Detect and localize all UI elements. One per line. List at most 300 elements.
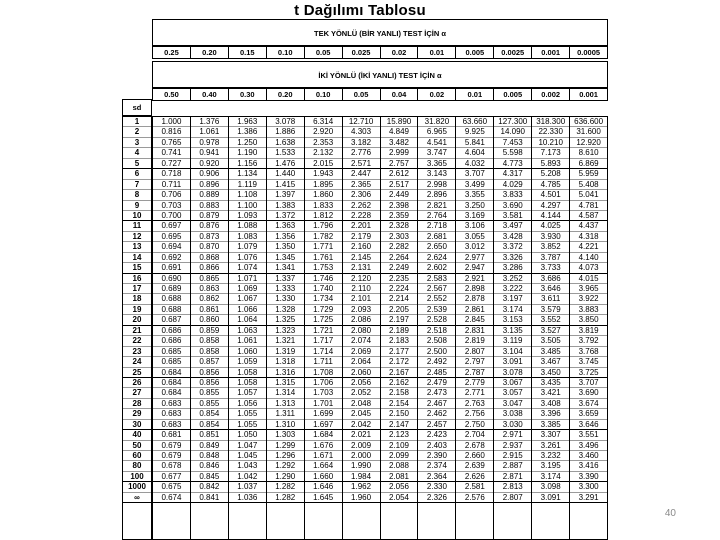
value-column bbox=[418, 117, 456, 539]
table-cell: 1.074 bbox=[229, 263, 266, 273]
table-cell: 1.708 bbox=[305, 368, 342, 378]
table-cell: 0.861 bbox=[191, 305, 228, 315]
table-cell: 3.505 bbox=[532, 336, 569, 346]
table-cell: 1.699 bbox=[305, 409, 342, 419]
sd-cell: 9 bbox=[123, 201, 151, 211]
table-cell: 0.841 bbox=[191, 493, 228, 503]
table-cell: 1.345 bbox=[267, 253, 304, 263]
table-cell: 2.132 bbox=[305, 148, 342, 158]
table-cell: 2.056 bbox=[381, 482, 418, 492]
table-cell: 0.765 bbox=[153, 138, 190, 148]
table-cell: 1.771 bbox=[305, 242, 342, 252]
two-tailed-alpha: 0.04 bbox=[381, 89, 419, 100]
table-cell: 1.055 bbox=[229, 409, 266, 419]
table-cell: 2.189 bbox=[381, 326, 418, 336]
table-cell: 1.990 bbox=[343, 461, 380, 471]
table-cell: 1.088 bbox=[229, 221, 266, 231]
table-cell: 1.063 bbox=[229, 326, 266, 336]
table-cell: 5.598 bbox=[494, 148, 531, 158]
table-cell: 3.057 bbox=[494, 388, 531, 398]
table-cell: 3.038 bbox=[494, 409, 531, 419]
table-cell: 6.314 bbox=[305, 117, 342, 127]
table-cell: 1.313 bbox=[267, 399, 304, 409]
table-cell: 4.073 bbox=[570, 263, 607, 273]
table-cell: 1.299 bbox=[267, 441, 304, 451]
two-tailed-alpha: 0.02 bbox=[418, 89, 456, 100]
table-cell: 1.638 bbox=[267, 138, 304, 148]
table-cell: 3.646 bbox=[532, 284, 569, 294]
table-cell: 1.714 bbox=[305, 347, 342, 357]
table-cell: 2.771 bbox=[456, 388, 493, 398]
table-cell: 31.600 bbox=[570, 127, 607, 137]
one-tailed-alpha: 0.005 bbox=[456, 47, 494, 58]
table-cell: 127.300 bbox=[494, 117, 531, 127]
table-cell: 3.135 bbox=[494, 326, 531, 336]
table-cell: 0.718 bbox=[153, 169, 190, 179]
table-cell: 0.684 bbox=[153, 368, 190, 378]
table-cell: 2.069 bbox=[343, 347, 380, 357]
table-cell: 0.727 bbox=[153, 159, 190, 169]
table-cell: 2.797 bbox=[456, 357, 493, 367]
table-cell: 3.497 bbox=[494, 221, 531, 231]
table-cell: 0.703 bbox=[153, 201, 190, 211]
table-cell: 2.999 bbox=[381, 148, 418, 158]
table-cell: 0.686 bbox=[153, 326, 190, 336]
table-cell: 4.032 bbox=[456, 159, 493, 169]
table-cell: 2.110 bbox=[343, 284, 380, 294]
table-cell: 0.690 bbox=[153, 274, 190, 284]
table-cell: 2.485 bbox=[418, 368, 455, 378]
sd-cell: 2 bbox=[123, 127, 151, 137]
table-cell: 0.678 bbox=[153, 461, 190, 471]
table-cell: 0.854 bbox=[191, 420, 228, 430]
sd-cell: 40 bbox=[123, 430, 151, 440]
table-cell: 0.859 bbox=[191, 326, 228, 336]
table-cell: 0.920 bbox=[191, 159, 228, 169]
table-cell: 1.316 bbox=[267, 368, 304, 378]
table-cell: 0.883 bbox=[191, 201, 228, 211]
table-cell: 1.440 bbox=[267, 169, 304, 179]
table-cell: 0.684 bbox=[153, 388, 190, 398]
sd-header: sd bbox=[122, 99, 152, 116]
value-column bbox=[267, 117, 305, 539]
table-cell: 1.782 bbox=[305, 232, 342, 242]
table-cell: 3.659 bbox=[570, 409, 607, 419]
table-cell: 2.365 bbox=[343, 180, 380, 190]
table-cell: 1.812 bbox=[305, 211, 342, 221]
two-tailed-alpha: 0.20 bbox=[267, 89, 305, 100]
table-cell: 3.195 bbox=[532, 461, 569, 471]
table-cell: 1.036 bbox=[229, 493, 266, 503]
table-cell: 0.711 bbox=[153, 180, 190, 190]
table-cell: 2.449 bbox=[381, 190, 418, 200]
table-cell: 4.604 bbox=[456, 148, 493, 158]
table-cell: 3.119 bbox=[494, 336, 531, 346]
table-cell: 3.707 bbox=[570, 378, 607, 388]
table-cell: 0.896 bbox=[191, 180, 228, 190]
table-cell: 0.845 bbox=[191, 472, 228, 482]
table-cell: 0.941 bbox=[191, 148, 228, 158]
two-tailed-alpha-row bbox=[152, 88, 608, 101]
table-cell: 1.328 bbox=[267, 305, 304, 315]
table-cell: 5.841 bbox=[456, 138, 493, 148]
table-cell: 4.297 bbox=[532, 201, 569, 211]
table-cell: 2.776 bbox=[343, 148, 380, 158]
table-cell: 2.756 bbox=[456, 409, 493, 419]
table-cell: 3.787 bbox=[532, 253, 569, 263]
table-cell: 0.873 bbox=[191, 232, 228, 242]
table-cell: 2.074 bbox=[343, 336, 380, 346]
table-cell: 2.009 bbox=[343, 441, 380, 451]
table-cell: 2.807 bbox=[456, 347, 493, 357]
table-cell: 3.435 bbox=[532, 378, 569, 388]
two-tailed-alpha: 0.10 bbox=[305, 89, 343, 100]
table-cell: 2.093 bbox=[343, 305, 380, 315]
table-cell: 4.029 bbox=[494, 180, 531, 190]
table-cell: 3.365 bbox=[418, 159, 455, 169]
sd-cell: 8 bbox=[123, 190, 151, 200]
table-cell: 3.922 bbox=[570, 294, 607, 304]
table-cell: 2.145 bbox=[343, 253, 380, 263]
table-cell: 1.383 bbox=[267, 201, 304, 211]
table-cell: 1.055 bbox=[229, 420, 266, 430]
table-cell: 2.158 bbox=[381, 388, 418, 398]
table-cell: 2.571 bbox=[343, 159, 380, 169]
table-cell: 2.374 bbox=[418, 461, 455, 471]
table-cell: 1.321 bbox=[267, 336, 304, 346]
table-cell: 1.476 bbox=[267, 159, 304, 169]
table-cell: 2.045 bbox=[343, 409, 380, 419]
table-cell: 3.460 bbox=[570, 451, 607, 461]
table-cell: 2.462 bbox=[418, 409, 455, 419]
table-cell: 2.626 bbox=[456, 472, 493, 482]
table-cell: 1.740 bbox=[305, 284, 342, 294]
table-cell: 3.747 bbox=[418, 148, 455, 158]
table-cell: 12.710 bbox=[343, 117, 380, 127]
table-cell: 2.201 bbox=[343, 221, 380, 231]
table-cell: 2.947 bbox=[456, 263, 493, 273]
table-cell: 2.015 bbox=[305, 159, 342, 169]
table-cell: 0.679 bbox=[153, 451, 190, 461]
table-cell: 15.890 bbox=[381, 117, 418, 127]
one-tailed-alpha: 0.20 bbox=[191, 47, 229, 58]
two-tailed-alpha: 0.30 bbox=[229, 89, 267, 100]
table-cell: 1.069 bbox=[229, 284, 266, 294]
table-cell: 2.000 bbox=[343, 451, 380, 461]
table-cell: 1.706 bbox=[305, 378, 342, 388]
table-cell: 1.984 bbox=[343, 472, 380, 482]
table-cell: 0.683 bbox=[153, 399, 190, 409]
table-cell: 0.686 bbox=[153, 336, 190, 346]
sd-cell: 19 bbox=[123, 305, 151, 315]
table-cell: 2.398 bbox=[381, 201, 418, 211]
sd-cell: 25 bbox=[123, 368, 151, 378]
table-cell: 2.518 bbox=[418, 326, 455, 336]
table-cell: 2.552 bbox=[418, 294, 455, 304]
table-cell: 3.745 bbox=[570, 357, 607, 367]
table-cell: 3.012 bbox=[456, 242, 493, 252]
table-cell: 1.037 bbox=[229, 482, 266, 492]
table-cell: 2.054 bbox=[381, 493, 418, 503]
table-cell: 1.314 bbox=[267, 388, 304, 398]
table-cell: 2.086 bbox=[343, 315, 380, 325]
table-cell: 1.721 bbox=[305, 326, 342, 336]
table-cell: 4.221 bbox=[570, 242, 607, 252]
table-cell: 0.848 bbox=[191, 451, 228, 461]
table-cell: 5.893 bbox=[532, 159, 569, 169]
table-cell: 1.058 bbox=[229, 368, 266, 378]
table-cell: 4.025 bbox=[532, 221, 569, 231]
table-cell: 1.860 bbox=[305, 190, 342, 200]
table-cell: 3.421 bbox=[532, 388, 569, 398]
table-cell: 2.205 bbox=[381, 305, 418, 315]
table-cell: 1.664 bbox=[305, 461, 342, 471]
table-cell: 3.030 bbox=[494, 420, 531, 430]
table-cell: 22.330 bbox=[532, 127, 569, 137]
sd-cell: ∞ bbox=[123, 493, 151, 503]
table-cell: 1.292 bbox=[267, 461, 304, 471]
table-cell: 1.372 bbox=[267, 211, 304, 221]
table-cell: 4.140 bbox=[570, 253, 607, 263]
table-cell: 0.677 bbox=[153, 472, 190, 482]
table-cell: 1.337 bbox=[267, 274, 304, 284]
table-cell: 3.965 bbox=[570, 284, 607, 294]
table-cell: 0.863 bbox=[191, 284, 228, 294]
table-cell: 1.061 bbox=[191, 127, 228, 137]
table-cell: 0.889 bbox=[191, 190, 228, 200]
table-cell: 0.842 bbox=[191, 482, 228, 492]
table-cell: 1.318 bbox=[267, 357, 304, 367]
table-cell: 0.691 bbox=[153, 263, 190, 273]
table-cell: 2.447 bbox=[343, 169, 380, 179]
table-cell: 2.364 bbox=[418, 472, 455, 482]
table-cell: 2.779 bbox=[456, 378, 493, 388]
table-cell: 1.303 bbox=[267, 430, 304, 440]
one-tailed-alpha: 0.10 bbox=[267, 47, 305, 58]
table-cell: 0.846 bbox=[191, 461, 228, 471]
table-cell: 4.501 bbox=[532, 190, 569, 200]
table-cell: 0.689 bbox=[153, 284, 190, 294]
table-cell: 3.252 bbox=[494, 274, 531, 284]
table-cell: 3.551 bbox=[570, 430, 607, 440]
table-cell: 0.865 bbox=[191, 274, 228, 284]
table-cell: 4.437 bbox=[570, 221, 607, 231]
table-cell: 3.496 bbox=[570, 441, 607, 451]
table-cell: 3.169 bbox=[456, 211, 493, 221]
table-cell: 0.851 bbox=[191, 430, 228, 440]
table-cell: 1.071 bbox=[229, 274, 266, 284]
sd-cell: 18 bbox=[123, 294, 151, 304]
table-cell: 2.750 bbox=[456, 420, 493, 430]
table-cell: 1.323 bbox=[267, 326, 304, 336]
table-cell: 2.757 bbox=[381, 159, 418, 169]
table-cell: 0.858 bbox=[191, 336, 228, 346]
sd-cell: 80 bbox=[123, 461, 151, 471]
table-cell: 2.080 bbox=[343, 326, 380, 336]
table-cell: 7.173 bbox=[532, 148, 569, 158]
sd-cell: 10 bbox=[123, 211, 151, 221]
table-cell: 0.876 bbox=[191, 221, 228, 231]
table-cell: 0.685 bbox=[153, 357, 190, 367]
sd-cell: 15 bbox=[123, 263, 151, 273]
sd-cell: 3 bbox=[123, 138, 151, 148]
sd-cell: 11 bbox=[123, 221, 151, 231]
table-body bbox=[152, 116, 608, 540]
table-cell: 3.067 bbox=[494, 378, 531, 388]
table-cell: 2.056 bbox=[343, 378, 380, 388]
sd-cell: 28 bbox=[123, 399, 151, 409]
table-cell: 5.208 bbox=[532, 169, 569, 179]
table-cell: 3.850 bbox=[570, 315, 607, 325]
table-cell: 1.397 bbox=[267, 190, 304, 200]
table-cell: 1.000 bbox=[153, 117, 190, 127]
table-cell: 1.833 bbox=[305, 201, 342, 211]
table-cell: 2.042 bbox=[343, 420, 380, 430]
table-cell: 1.050 bbox=[229, 430, 266, 440]
table-cell: 2.845 bbox=[456, 315, 493, 325]
table-cell: 2.179 bbox=[343, 232, 380, 242]
table-cell: 2.861 bbox=[456, 305, 493, 315]
sd-cell: 21 bbox=[123, 326, 151, 336]
table-cell: 2.787 bbox=[456, 368, 493, 378]
table-cell: 1.296 bbox=[267, 451, 304, 461]
table-cell: 1.047 bbox=[229, 441, 266, 451]
sd-cell: 6 bbox=[123, 169, 151, 179]
table-cell: 0.741 bbox=[153, 148, 190, 158]
table-cell: 5.959 bbox=[570, 169, 607, 179]
table-cell: 1.325 bbox=[267, 315, 304, 325]
value-column bbox=[532, 117, 570, 539]
table-cell: 2.624 bbox=[418, 253, 455, 263]
table-cell: 3.690 bbox=[494, 201, 531, 211]
table-cell: 1.960 bbox=[343, 493, 380, 503]
table-cell: 0.685 bbox=[153, 347, 190, 357]
table-cell: 3.286 bbox=[494, 263, 531, 273]
table-cell: 0.683 bbox=[153, 409, 190, 419]
table-cell: 3.416 bbox=[570, 461, 607, 471]
table-cell: 2.479 bbox=[418, 378, 455, 388]
one-tailed-alpha: 0.0025 bbox=[494, 47, 532, 58]
table-cell: 3.428 bbox=[494, 232, 531, 242]
table-cell: 2.887 bbox=[494, 461, 531, 471]
table-cell: 0.694 bbox=[153, 242, 190, 252]
table-cell: 1.250 bbox=[229, 138, 266, 148]
table-cell: 0.681 bbox=[153, 430, 190, 440]
table-cell: 3.174 bbox=[494, 305, 531, 315]
table-cell: 1.042 bbox=[229, 472, 266, 482]
table-cell: 3.833 bbox=[494, 190, 531, 200]
one-tailed-alpha: 0.05 bbox=[305, 47, 343, 58]
sd-cell: 4 bbox=[123, 148, 151, 158]
table-cell: 0.868 bbox=[191, 253, 228, 263]
table-cell: 0.856 bbox=[191, 378, 228, 388]
table-cell: 0.700 bbox=[153, 211, 190, 221]
table-cell: 636.600 bbox=[570, 117, 607, 127]
two-tailed-header: İKİ YÖNLÜ (İKİ YANLI) TEST İÇİN α bbox=[152, 61, 608, 88]
value-column bbox=[456, 117, 494, 539]
table-cell: 3.485 bbox=[532, 347, 569, 357]
table-cell: 4.849 bbox=[381, 127, 418, 137]
table-cell: 2.539 bbox=[418, 305, 455, 315]
table-cell: 1.660 bbox=[305, 472, 342, 482]
table-cell: 2.467 bbox=[418, 399, 455, 409]
table-cell: 2.064 bbox=[343, 357, 380, 367]
two-tailed-alpha: 0.002 bbox=[532, 89, 570, 100]
table-cell: 1.067 bbox=[229, 294, 266, 304]
table-cell: 2.120 bbox=[343, 274, 380, 284]
table-cell: 3.143 bbox=[418, 169, 455, 179]
table-cell: 2.704 bbox=[456, 430, 493, 440]
table-cell: 2.971 bbox=[494, 430, 531, 440]
table-cell: 2.813 bbox=[494, 482, 531, 492]
table-cell: 0.906 bbox=[191, 169, 228, 179]
table-cell: 2.528 bbox=[418, 315, 455, 325]
table-cell: 2.147 bbox=[381, 420, 418, 430]
table-cell: 2.328 bbox=[381, 221, 418, 231]
table-cell: 2.937 bbox=[494, 441, 531, 451]
sd-cell: 14 bbox=[123, 253, 151, 263]
table-cell: 3.250 bbox=[456, 201, 493, 211]
sd-cell: 100 bbox=[123, 472, 151, 482]
table-cell: 1.319 bbox=[267, 347, 304, 357]
table-cell: 1.058 bbox=[229, 378, 266, 388]
table-cell: 2.088 bbox=[381, 461, 418, 471]
table-cell: 10.210 bbox=[532, 138, 569, 148]
table-cell: 1.943 bbox=[305, 169, 342, 179]
table-cell: 2.109 bbox=[381, 441, 418, 451]
value-column bbox=[305, 117, 343, 539]
table-cell: 3.733 bbox=[532, 263, 569, 273]
table-cell: 7.453 bbox=[494, 138, 531, 148]
table-cell: 1.746 bbox=[305, 274, 342, 284]
table-cell: 0.683 bbox=[153, 420, 190, 430]
table-cell: 2.162 bbox=[381, 378, 418, 388]
one-tailed-alpha: 0.001 bbox=[532, 47, 570, 58]
table-cell: 2.639 bbox=[456, 461, 493, 471]
table-cell: 1.386 bbox=[229, 127, 266, 137]
table-cell: 1.100 bbox=[229, 201, 266, 211]
table-cell: 8.610 bbox=[570, 148, 607, 158]
sd-cell: 7 bbox=[123, 180, 151, 190]
table-cell: 2.915 bbox=[494, 451, 531, 461]
table-cell: 4.318 bbox=[570, 232, 607, 242]
table-cell: 2.763 bbox=[456, 399, 493, 409]
table-cell: 2.264 bbox=[381, 253, 418, 263]
table-cell: 1.134 bbox=[229, 169, 266, 179]
table-cell: 1.671 bbox=[305, 451, 342, 461]
table-cell: 6.869 bbox=[570, 159, 607, 169]
table-cell: 2.650 bbox=[418, 242, 455, 252]
table-cell: 3.552 bbox=[532, 315, 569, 325]
table-cell: 1.064 bbox=[229, 315, 266, 325]
table-cell: 31.820 bbox=[418, 117, 455, 127]
table-cell: 3.098 bbox=[532, 482, 569, 492]
table-cell: 1.646 bbox=[305, 482, 342, 492]
sd-cell: 50 bbox=[123, 441, 151, 451]
table-cell: 0.857 bbox=[191, 357, 228, 367]
table-cell: 3.581 bbox=[494, 211, 531, 221]
table-cell: 0.692 bbox=[153, 253, 190, 263]
table-cell: 3.883 bbox=[570, 305, 607, 315]
table-cell: 2.678 bbox=[456, 441, 493, 451]
table-cell: 3.261 bbox=[532, 441, 569, 451]
table-cell: 1.356 bbox=[267, 232, 304, 242]
one-tailed-alpha-row bbox=[152, 46, 608, 59]
table-cell: 3.222 bbox=[494, 284, 531, 294]
table-cell: 1.697 bbox=[305, 420, 342, 430]
table-cell: 2.167 bbox=[381, 368, 418, 378]
one-tailed-alpha: 0.15 bbox=[229, 47, 267, 58]
